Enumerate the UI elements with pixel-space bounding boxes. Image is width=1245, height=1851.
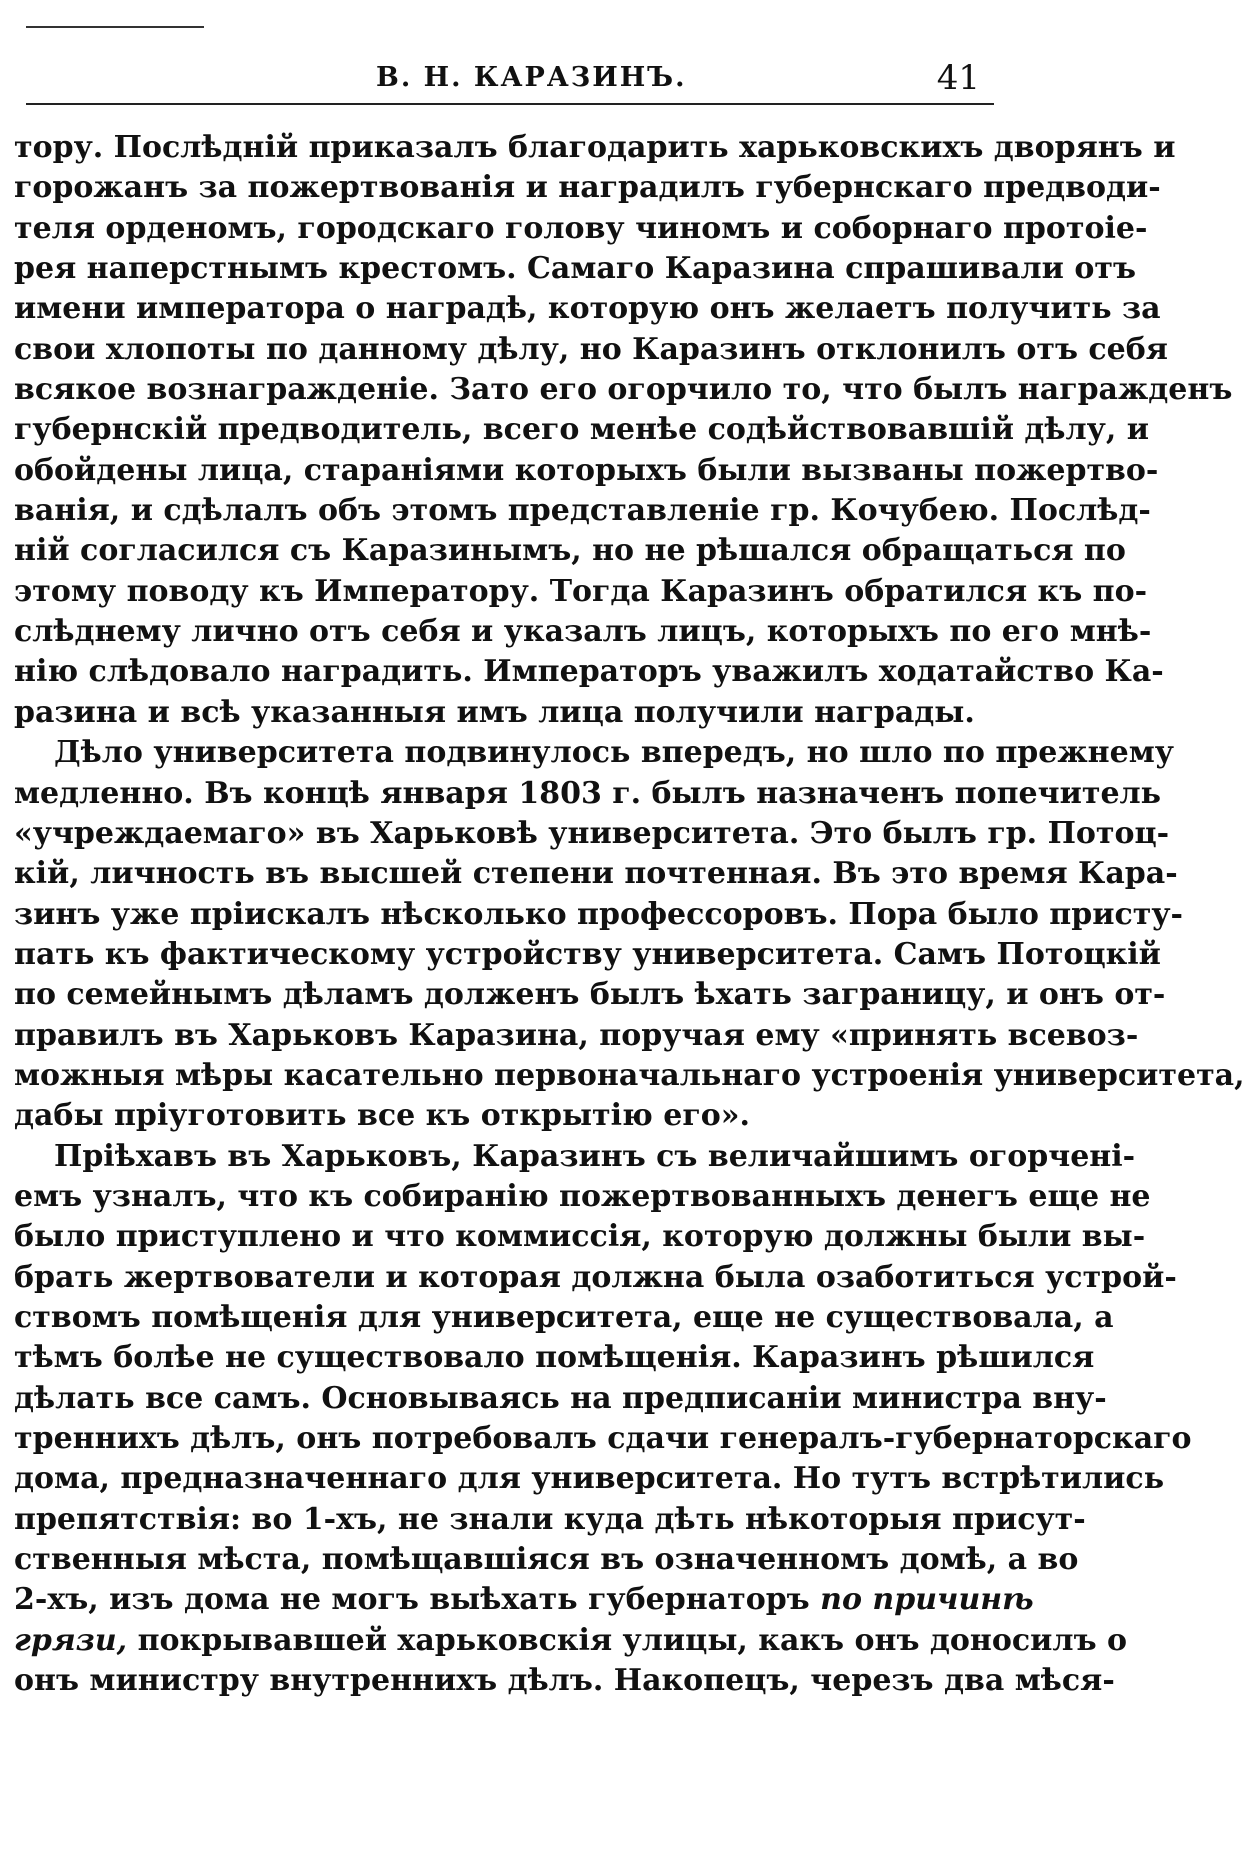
text-line — [14, 1621, 1128, 1661]
text-line: онъ министру внутреннихъ дѣлъ. Накопецъ, черезъ два мѣся- — [14, 1663, 1115, 1699]
text-line: пать къ фактическому устройству университета. Самъ Потоцкiй — [14, 936, 1161, 972]
text-line: этому поводу къ Императору. Тогда Каразинъ обратился къ по- — [14, 573, 1148, 609]
text-line: слѣднему лично отъ себя и указалъ лицъ, которыхъ по его мнѣ- — [14, 614, 1152, 650]
paragraph-2 — [14, 733, 1245, 1136]
text-line: емъ узналъ, что къ собиранiю пожертвованныхъ денегъ еще не — [14, 1178, 1151, 1214]
text-line: по семейнымъ дѣламъ долженъ былъ ѣхать заграницу, и онъ от- — [14, 977, 1166, 1013]
text-line: нiй согласился съ Каразинымъ, но не рѣшался обращаться по — [14, 533, 1126, 569]
text-line: разина и всѣ указанныя имъ лица получили награды. — [14, 694, 975, 730]
text-line: кiй, личность въ высшей степени почтенная. Въ это время Кара- — [14, 856, 1178, 892]
text-line: Прiѣхавъ въ Харьковъ, Каразинъ съ величайшимъ огорченi- — [54, 1138, 1136, 1174]
text-run: покрывавшей харьковскiя улицы, какъ онъ доносилъ о — [137, 1622, 1128, 1658]
text-line: дѣлать все самъ. Основываясь на предписанiи министра вну- — [14, 1380, 1107, 1416]
text-line — [14, 1580, 1034, 1620]
text-line: зинъ уже прiискалъ нѣсколько профессоровъ. Пора было присту- — [14, 896, 1183, 932]
text-line: ственныя мѣста, помѣщавшiяся въ означенномъ домѣ, а во — [14, 1542, 1079, 1578]
text-line: всякое вознагражденiе. Зато его огорчило то, что былъ награжденъ — [14, 372, 1233, 408]
text-line: обойдены лица, старанiями которыхъ были вызваны пожертво- — [14, 452, 1159, 488]
header-rule — [26, 103, 994, 105]
text-line: медленно. Въ концѣ января 1803 г. былъ назначенъ попечитель — [14, 775, 1162, 811]
text-line: тору. Послѣднiй приказалъ благодарить харьковскихъ дворянъ и — [14, 130, 1176, 165]
paragraph-3 — [14, 1137, 1192, 1702]
text-line: дабы прiуготовить все къ открытiю его». — [14, 1098, 750, 1134]
top-edge-rule — [26, 26, 204, 28]
page-number: 41 — [936, 58, 980, 98]
text-line: тѣмъ болѣе не существовало помѣщенiя. Каразинъ рѣшился — [14, 1340, 1095, 1376]
text-line: имени императора о наградѣ, которую онъ желаетъ получить за — [14, 291, 1161, 327]
text-run: 2-хъ, изъ дома не могъ выѣхать губернаторъ — [14, 1582, 810, 1618]
text-line: «учреждаемаго» въ Харьковѣ университета. Это былъ гр. Потоц- — [14, 815, 1170, 851]
text-line: рея наперстнымъ крестомъ. Самаго Каразина спрашивали отъ — [14, 251, 1136, 287]
text-line: теля орденомъ, городскаго голову чиномъ и соборнаго протоiе- — [14, 210, 1148, 246]
text-line: можныя мѣры касательно первоначальнаго устроенiя университета, — [14, 1057, 1245, 1093]
body-text — [14, 128, 1245, 1701]
text-line: правилъ въ Харьковъ Каразина, поручая ему «принять всевоз- — [14, 1017, 1139, 1053]
text-line: ствомъ помѣщенiя для университета, еще не существовала, а — [14, 1299, 1114, 1335]
text-line: препятствiя: во 1-хъ, не знали куда дѣть нѣкоторыя присут- — [14, 1501, 1086, 1537]
text-line: горожанъ за пожертвованiя и наградилъ губернскаго предводи- — [14, 170, 1161, 206]
text-line: Дѣло университета подвинулось впередъ, но шло по прежнему — [54, 735, 1174, 771]
text-line: нiю слѣдовало наградить. Императоръ уважилъ ходатайство Ка- — [14, 654, 1164, 690]
text-line: дома, предназначеннаго для университета. Но тутъ встрѣтились — [14, 1461, 1165, 1497]
paragraph-1 — [14, 128, 1233, 733]
text-line: брать жертвователи и которая должна была озаботиться устрой- — [14, 1259, 1177, 1295]
italic-run: грязи, — [14, 1622, 128, 1658]
text-line: ванiя, и сдѣлалъ объ этомъ представленiе гр. Кочубею. Послѣд- — [14, 493, 1151, 529]
text-line: губернскiй предводитель, всего менѣе содѣйствовавшiй дѣлу, и — [14, 412, 1149, 448]
text-line: треннихъ дѣлъ, онъ потребовалъ сдачи генералъ-губернаторскаго — [14, 1421, 1192, 1456]
text-line: было приступлено и что коммиссiя, которую должны были вы- — [14, 1219, 1146, 1255]
running-head: В. Н. КАРАЗИНЪ. — [376, 62, 687, 93]
text-line: свои хлопоты по данному дѣлу, но Каразинъ отклонилъ отъ себя — [14, 331, 1168, 367]
page-header — [26, 58, 994, 108]
italic-run: по причинѣ — [820, 1582, 1034, 1618]
